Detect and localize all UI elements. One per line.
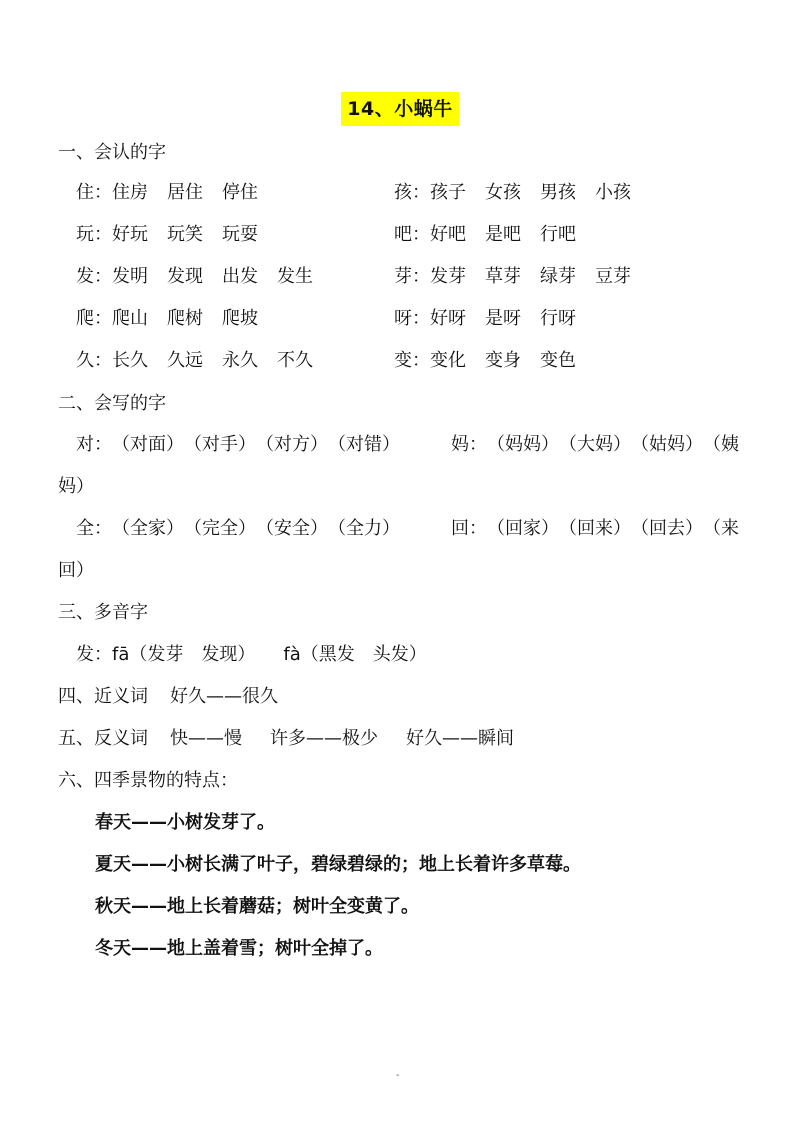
word-pair: 好久——很久 [170,686,278,707]
write-row: 回：（回家）（回来）（回去）（来 [451,518,739,539]
recognize-row: 爬：爬山 爬树 爬坡 [76,308,258,329]
word: 女孩 [485,182,521,203]
word: （安全） [256,518,328,539]
word: 长久 [112,350,148,371]
word: （全家） [112,518,184,539]
word: （大妈） [559,434,631,455]
polyphone-row: 发：fā（发芽 发现） fà（黑发 头发） [76,644,427,665]
word: 小孩 [595,182,631,203]
recognize-row: 芽：发芽 草芽 绿芽 豆芽 [394,266,631,287]
word: （姨 [703,434,739,455]
word: 孩子 [430,182,466,203]
recognize-row: 久：长久 久远 永久 不久 [76,350,313,371]
word: 发现 [167,266,203,287]
word: 行吧 [540,224,576,245]
write-row: 全：（全家）（完全）（安全）（全力） [76,518,400,539]
word: 变色 [540,350,576,371]
word: 好吧 [430,224,466,245]
recognize-char: 变 [394,350,412,371]
write-row-wrap: 妈） [58,476,94,497]
word-pair: 快——慢 [170,728,242,749]
recognize-row: 呀：好呀 是呀 行呀 [394,308,576,329]
word: 变化 [430,350,466,371]
title-container [0,92,800,126]
recognize-row: 变：变化 变身 变色 [394,350,576,371]
section-heading-recognize: 一、会认的字 [58,142,166,163]
word: （回家） [487,518,559,539]
word-pair: 好久——瞬间 [406,728,514,749]
word: 玩笑 [167,224,203,245]
word: 久远 [167,350,203,371]
word: 永久 [222,350,258,371]
recognize-char: 爬 [76,308,94,329]
word: 发芽 [430,266,466,287]
write-char: 妈 [451,434,469,455]
word-pair: 许多——极少 [270,728,378,749]
pinyin-reading: fà [283,644,301,665]
synonym-row [58,685,278,709]
season-line: 夏天——小树长满了叶子，碧绿碧绿的；地上长着许多草莓。 [95,854,581,875]
recognize-char: 吧 [394,224,412,245]
recognize-char: 发 [76,266,94,287]
word: （对错） [328,434,400,455]
word: 出发 [222,266,258,287]
recognize-char: 久 [76,350,94,371]
recognize-row: 孩：孩子 女孩 男孩 小孩 [394,182,631,203]
antonym-row [58,727,514,751]
word: 好玩 [112,224,148,245]
word: （回来） [559,518,631,539]
section-heading-antonym: 五、反义词 [58,728,148,749]
word: 发生 [277,266,313,287]
recognize-char: 住 [76,182,94,203]
word: 玩耍 [222,224,258,245]
season-line: 冬天——地上盖着雪；树叶全掉了。 [95,938,383,959]
section-heading-polyphone: 三、多音字 [58,602,148,623]
section-heading-write: 二、会写的字 [58,393,166,414]
word: 行呀 [540,308,576,329]
word: （对手） [184,434,256,455]
footer-mark: - [396,1070,400,1081]
word: 好呀 [430,308,466,329]
word: 男孩 [540,182,576,203]
word: （回去） [631,518,703,539]
word: 草芽 [485,266,521,287]
section-heading-seasons: 六、四季景物的特点： [58,770,238,791]
write-row: 妈：（妈妈）（大妈）（姑妈）（姨 [451,434,739,455]
write-char: 对 [76,434,94,455]
word: 发明 [112,266,148,287]
word: （黑发 头发） [300,644,427,665]
word: （姑妈） [631,434,703,455]
word: （对方） [256,434,328,455]
write-char: 全 [76,518,94,539]
recognize-char: 芽 [394,266,412,287]
word: 爬坡 [222,308,258,329]
word: 停住 [222,182,258,203]
word: （妈妈） [487,434,559,455]
word: （全力） [328,518,400,539]
word: 是呀 [485,308,521,329]
recognize-char: 呀 [394,308,412,329]
recognize-row: 住：住房 居住 停住 [76,182,258,203]
word: 住房 [112,182,148,203]
word: 变身 [485,350,521,371]
word: （完全） [184,518,256,539]
word: （发芽 发现） [129,644,256,665]
recognize-row: 吧：好吧 是吧 行吧 [394,224,576,245]
recognize-row: 发：发明 发现 出发 发生 [76,266,313,287]
write-row-wrap: 回） [58,560,94,581]
word: （对面） [112,434,184,455]
recognize-row: 玩：好玩 玩笑 玩耍 [76,224,258,245]
word: 不久 [277,350,313,371]
word: 爬树 [167,308,203,329]
section-heading-synonym: 四、近义词 [58,686,148,707]
word: 是吧 [485,224,521,245]
recognize-char: 孩 [394,182,412,203]
write-row: 对：（对面）（对手）（对方）（对错） [76,434,400,455]
polyphone-char: 发 [76,644,94,665]
recognize-char: 玩 [76,224,94,245]
season-line: 春天——小树发芽了。 [95,812,275,833]
page-title: 14、小蜗牛 [341,92,458,126]
write-char: 回 [451,518,469,539]
word: 绿芽 [540,266,576,287]
pinyin-reading: fā [112,644,130,665]
word: 爬山 [112,308,148,329]
word: 豆芽 [595,266,631,287]
season-line: 秋天——地上长着蘑菇；树叶全变黄了。 [95,896,419,917]
word: （来 [703,518,739,539]
word: 居住 [167,182,203,203]
